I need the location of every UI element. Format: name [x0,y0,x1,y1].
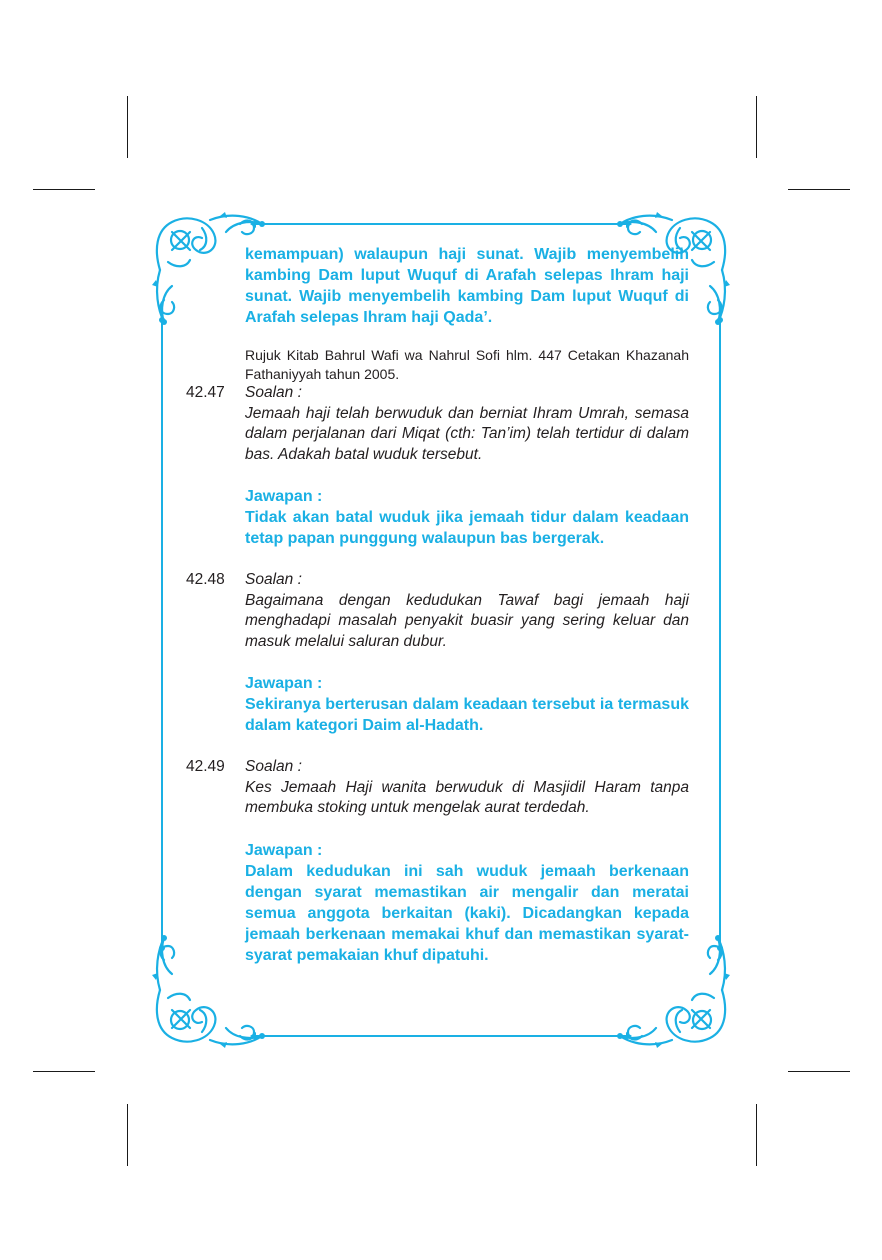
qa-entry [186,570,689,736]
entry-number: 42.47 [186,384,225,401]
continuation-paragraph: kemampuan) walaupun haji sunat. Wajib menyembelih kambing Dam luput Wuquf di Arafah selepas Ihram haji sunat. Wajib menyembelih kambing Dam luput Wuquf di Arafah selepas Ihram haji Qada’. [245,246,689,326]
question-text: Bagaimana dengan kedudukan Tawaf bagi jemaah haji menghadapi masalah penyakit buasir yang sering keluar dan masuk melalui saluran dubur. [245,591,689,650]
answer-label: Jawapan : [245,841,323,859]
question-label: Soalan : [245,571,302,588]
question-label: Soalan : [245,384,302,401]
answer-text: Tidak akan batal wuduk jika jemaah tidur dalam keadaan tetap papan punggung walaupun bas bergerak. [245,509,689,547]
question-text: Kes Jemaah Haji wanita berwuduk di Masjidil Haram tanpa membuka stoking untuk mengelak aurat terdedah. [245,778,689,816]
answer-label: Jawapan : [245,488,323,505]
qa-entry [186,383,689,549]
page-content [186,244,689,966]
question-label: Soalan : [245,758,302,775]
answer-text: Sekiranya berterusan dalam keadaan tersebut ia termasuk dalam kategori Daim al-Hadath. [245,696,689,734]
question-text: Jemaah haji telah berwuduk dan berniat Ihram Umrah, semasa dalam perjalanan dari Miqat (cth: Tan’im) telah tertidur di dalam bas. Adakah batal wuduk tersebut. [245,404,689,463]
answer-label: Jawapan : [245,675,323,692]
answer-text: Dalam kedudukan ini sah wuduk jemaah berkenaan dengan syarat memastikan air mengalir dan meratai semua anggota berkaitan (kaki). Dicadangkan kepada jemaah berkenaan memakai khuf dan memastikan syarat-syarat pemakaian khuf dipatuhi. [245,862,689,964]
entry-number: 42.48 [186,571,225,588]
entry-number: 42.49 [186,758,225,775]
reference-note: Rujuk Kitab Bahrul Wafi wa Nahrul Sofi hlm. 447 Cetakan Khazanah Fathaniyyah tahun 2005. [245,347,689,382]
qa-entry [186,757,689,966]
